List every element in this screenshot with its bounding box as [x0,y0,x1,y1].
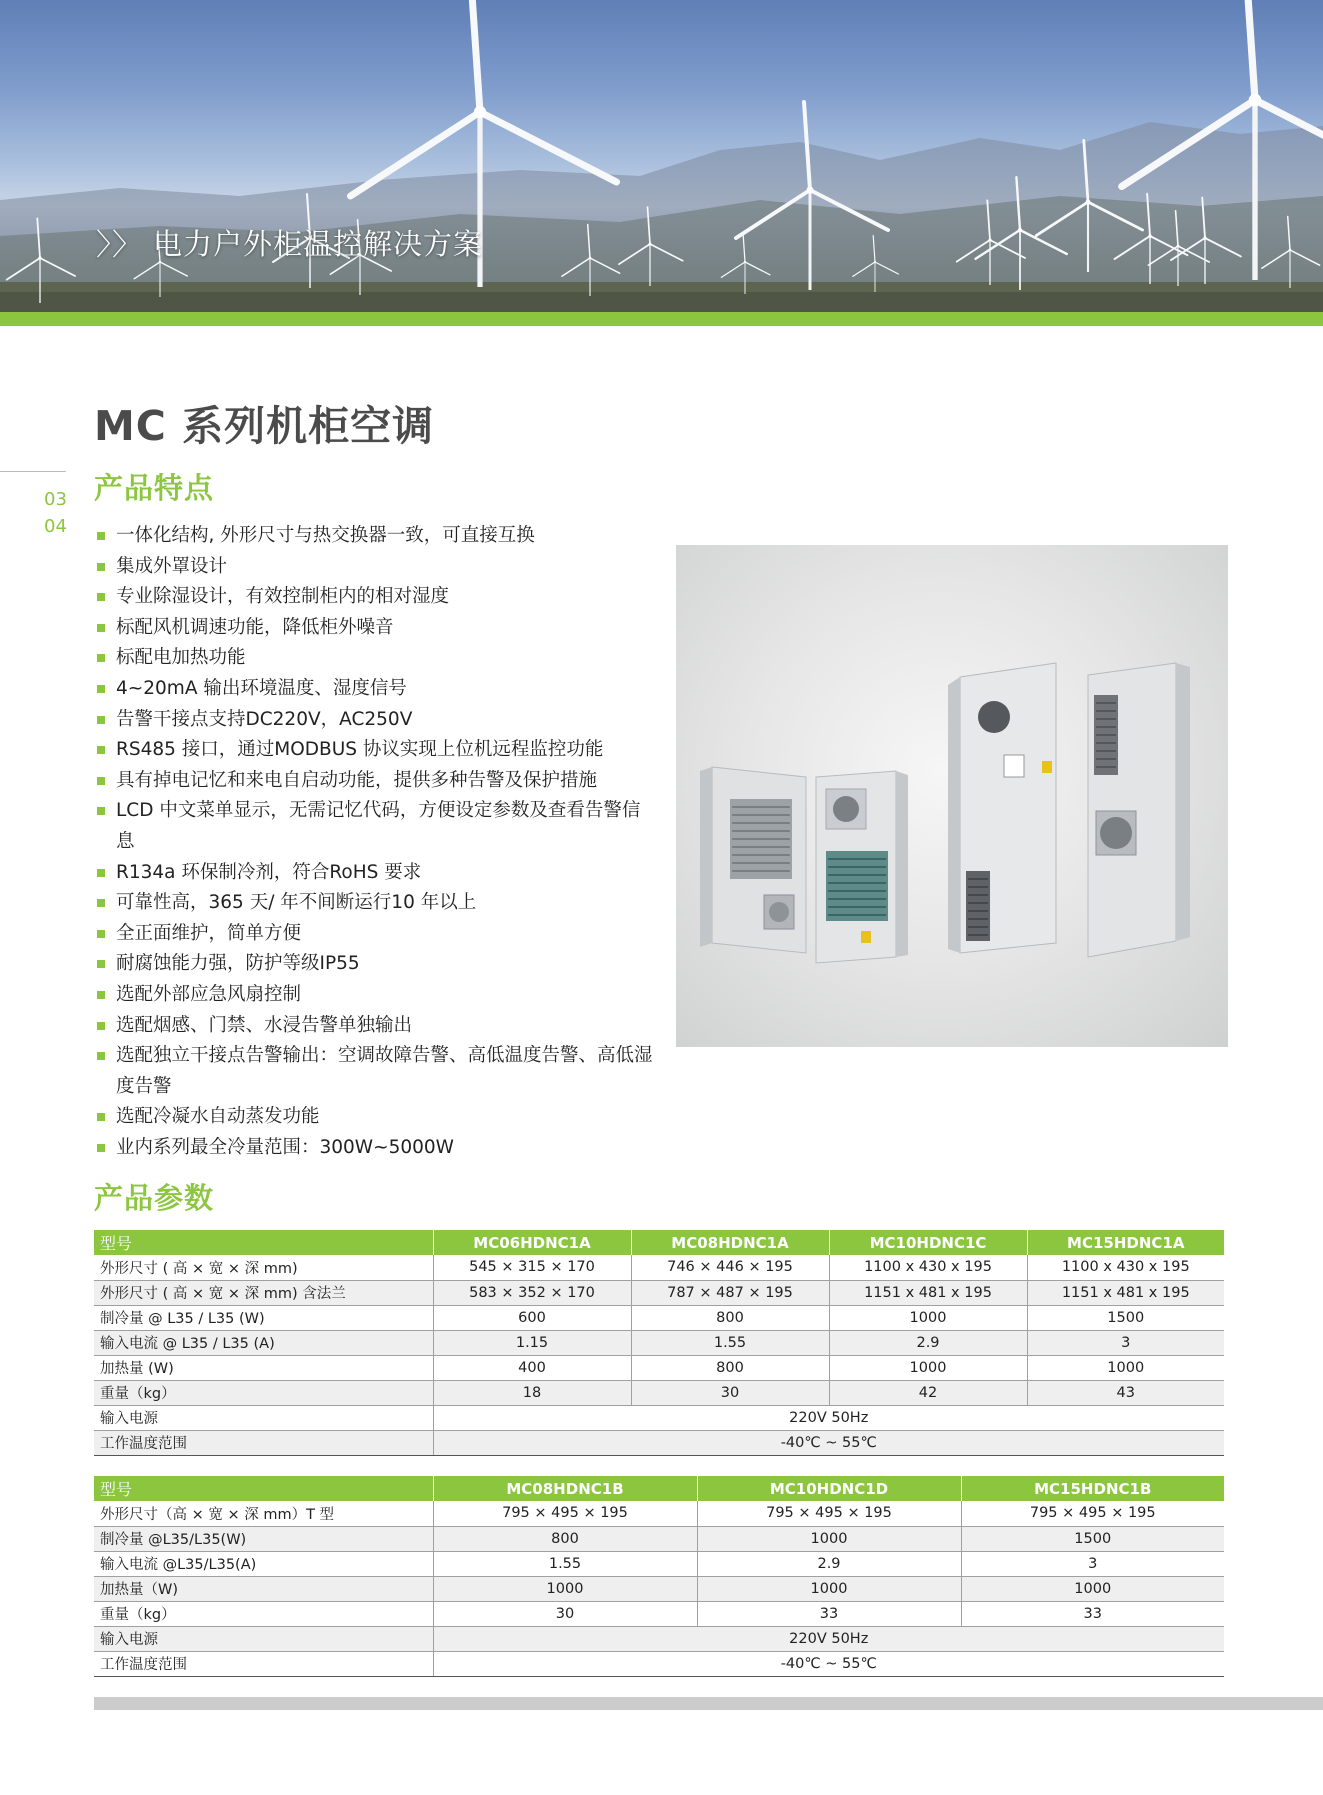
feature-item: 选配独立干接点告警输出：空调故障告警、高低温度告警、高低湿度告警 [96,1041,656,1102]
table-cell: 583 × 352 × 170 [433,1280,631,1305]
table-cell: 746 × 446 × 195 [631,1255,829,1280]
feature-item: 业内系列最全冷量范围：300W~5000W [96,1133,656,1164]
table-cell: 3 [961,1551,1224,1576]
row-label: 重量（kg） [94,1601,433,1626]
feature-item: 专业除湿设计，有效控制柜内的相对湿度 [96,582,656,613]
page-number: 04 [44,516,67,537]
table-cell: 545 × 315 × 170 [433,1255,631,1280]
row-label: 工作温度范围 [94,1430,433,1455]
table-cell: 2.9 [829,1330,1027,1355]
table-row [94,1305,1224,1330]
page-numbers [44,486,67,540]
feature-item: 选配外部应急风扇控制 [96,980,656,1011]
table-cell: 18 [433,1380,631,1405]
table-cell: 1100 x 430 x 195 [1027,1255,1224,1280]
table-header-cell: 型号 [94,1230,433,1255]
table-cell: 787 × 487 × 195 [631,1280,829,1305]
table-cell: 30 [433,1601,697,1626]
feature-item: LCD 中文菜单显示，无需记忆代码，方便设定参数及查看告警信息 [96,796,656,857]
table-cell: 33 [697,1601,961,1626]
page-title: MC 系列机柜空调 [94,402,435,450]
table-header-cell: MC10HDNC1C [829,1230,1027,1255]
unit-small-1 [700,767,806,953]
feature-item: 集成外罩设计 [96,552,656,583]
features-heading: 产品特点 [94,471,215,505]
feature-item: 告警干接点支持DC220V，AC250V [96,705,656,736]
row-label: 输入电源 [94,1626,433,1651]
page-number: 03 [44,489,67,510]
table-cell: 1.55 [631,1330,829,1355]
unit-tall-2 [1088,663,1190,957]
row-label: 重量（kg） [94,1380,433,1405]
table-cell: 795 × 495 × 195 [433,1501,697,1526]
params-heading: 产品参数 [94,1181,215,1215]
spec-table-2 [94,1476,1224,1677]
table-cell: 1100 x 430 x 195 [829,1255,1027,1280]
product-photo [676,545,1228,1047]
table-cell: 2.9 [697,1551,961,1576]
table-header-cell: 型号 [94,1476,433,1501]
table-cell: 1000 [829,1355,1027,1380]
row-label: 外形尺寸 ( 高 × 宽 × 深 mm) 含法兰 [94,1280,433,1305]
header-banner [0,0,1323,312]
table-cell: 800 [631,1355,829,1380]
table-cell: 1000 [961,1576,1224,1601]
feature-item: 可靠性高，365 天/ 年不间断运行10 年以上 [96,888,656,919]
cabinet-air-conditioner-illustration [676,545,1228,1047]
table-header-cell: MC15HDNC1B [961,1476,1224,1501]
table-row [94,1430,1224,1455]
table-cell: 42 [829,1380,1027,1405]
green-divider [0,312,1323,326]
table-cell: -40℃ ~ 55℃ [433,1651,1224,1676]
feature-item: 耐腐蚀能力强，防护等级IP55 [96,949,656,980]
table-row [94,1651,1224,1676]
feature-item: 一体化结构, 外形尺寸与热交换器一致，可直接互换 [96,521,656,552]
table-cell: 1000 [829,1305,1027,1330]
unit-small-2 [816,771,908,963]
side-divider [0,471,66,472]
table-cell: 220V 50Hz [433,1626,1224,1651]
row-label: 工作温度范围 [94,1651,433,1676]
footer-divider [94,1697,1323,1710]
feature-item: 4~20mA 输出环境温度、湿度信号 [96,674,656,705]
feature-item: 全正面维护，简单方便 [96,919,656,950]
table-cell: 1151 x 481 x 195 [829,1280,1027,1305]
table-cell: 1151 x 481 x 195 [1027,1280,1224,1305]
row-label: 输入电流 @L35/L35(A) [94,1551,433,1576]
table-row [94,1601,1224,1626]
row-label: 加热量（W) [94,1576,433,1601]
row-label: 输入电流 @ L35 / L35 (A) [94,1330,433,1355]
table-cell: 400 [433,1355,631,1380]
feature-item: 选配冷凝水自动蒸发功能 [96,1102,656,1133]
table-cell: 1000 [1027,1355,1224,1380]
chevron-right-icon: 〉〉 [96,228,143,263]
feature-item: 选配烟感、门禁、水浸告警单独输出 [96,1011,656,1042]
table-row [94,1280,1224,1305]
table-cell: 3 [1027,1330,1224,1355]
table-cell: 30 [631,1380,829,1405]
feature-item: R134a 环保制冷剂，符合RoHS 要求 [96,858,656,889]
row-label: 加热量 (W) [94,1355,433,1380]
table-cell: 1.55 [433,1551,697,1576]
table-header-row [94,1476,1224,1501]
banner-title [96,220,483,264]
table-cell: 1000 [433,1576,697,1601]
row-label: 外形尺寸（高 × 宽 × 深 mm）T 型 [94,1501,433,1526]
unit-tall-1 [948,663,1056,953]
table-header-cell: MC10HDNC1D [697,1476,961,1501]
table-row [94,1355,1224,1380]
table-row [94,1526,1224,1551]
table-cell: 1500 [1027,1305,1224,1330]
table-cell: 43 [1027,1380,1224,1405]
table-header-cell: MC15HDNC1A [1027,1230,1224,1255]
feature-item: 具有掉电记忆和来电自启动功能，提供多种告警及保护措施 [96,766,656,797]
table-cell: 1000 [697,1526,961,1551]
table-header-cell: MC06HDNC1A [433,1230,631,1255]
row-label: 制冷量 @L35/L35(W) [94,1526,433,1551]
table-row [94,1380,1224,1405]
table-header-cell: MC08HDNC1B [433,1476,697,1501]
feature-item: 标配风机调速功能，降低柜外噪音 [96,613,656,644]
features-list [96,521,656,1163]
table-cell: 220V 50Hz [433,1405,1224,1430]
banner-title-text: 电力户外柜温控解决方案 [153,226,484,261]
table-cell: 600 [433,1305,631,1330]
table-row [94,1576,1224,1601]
table-header-row [94,1230,1224,1255]
table-cell: 1000 [697,1576,961,1601]
table-cell: -40℃ ~ 55℃ [433,1430,1224,1455]
table-cell: 795 × 495 × 195 [697,1501,961,1526]
row-label: 制冷量 @ L35 / L35 (W) [94,1305,433,1330]
row-label: 输入电源 [94,1405,433,1430]
wind-farm-illustration [0,0,1323,312]
table-cell: 800 [433,1526,697,1551]
table-cell: 800 [631,1305,829,1330]
table-row [94,1405,1224,1430]
feature-item: RS485 接口，通过MODBUS 协议实现上位机远程监控功能 [96,735,656,766]
table-cell: 1.15 [433,1330,631,1355]
feature-item: 标配电加热功能 [96,643,656,674]
table-header-cell: MC08HDNC1A [631,1230,829,1255]
table-row [94,1626,1224,1651]
table-cell: 33 [961,1601,1224,1626]
table-cell: 795 × 495 × 195 [961,1501,1224,1526]
table-row [94,1255,1224,1280]
table-cell: 1500 [961,1526,1224,1551]
table-row [94,1501,1224,1526]
row-label: 外形尺寸 ( 高 × 宽 × 深 mm) [94,1255,433,1280]
table-row [94,1551,1224,1576]
table-row [94,1330,1224,1355]
spec-table-1 [94,1230,1224,1456]
